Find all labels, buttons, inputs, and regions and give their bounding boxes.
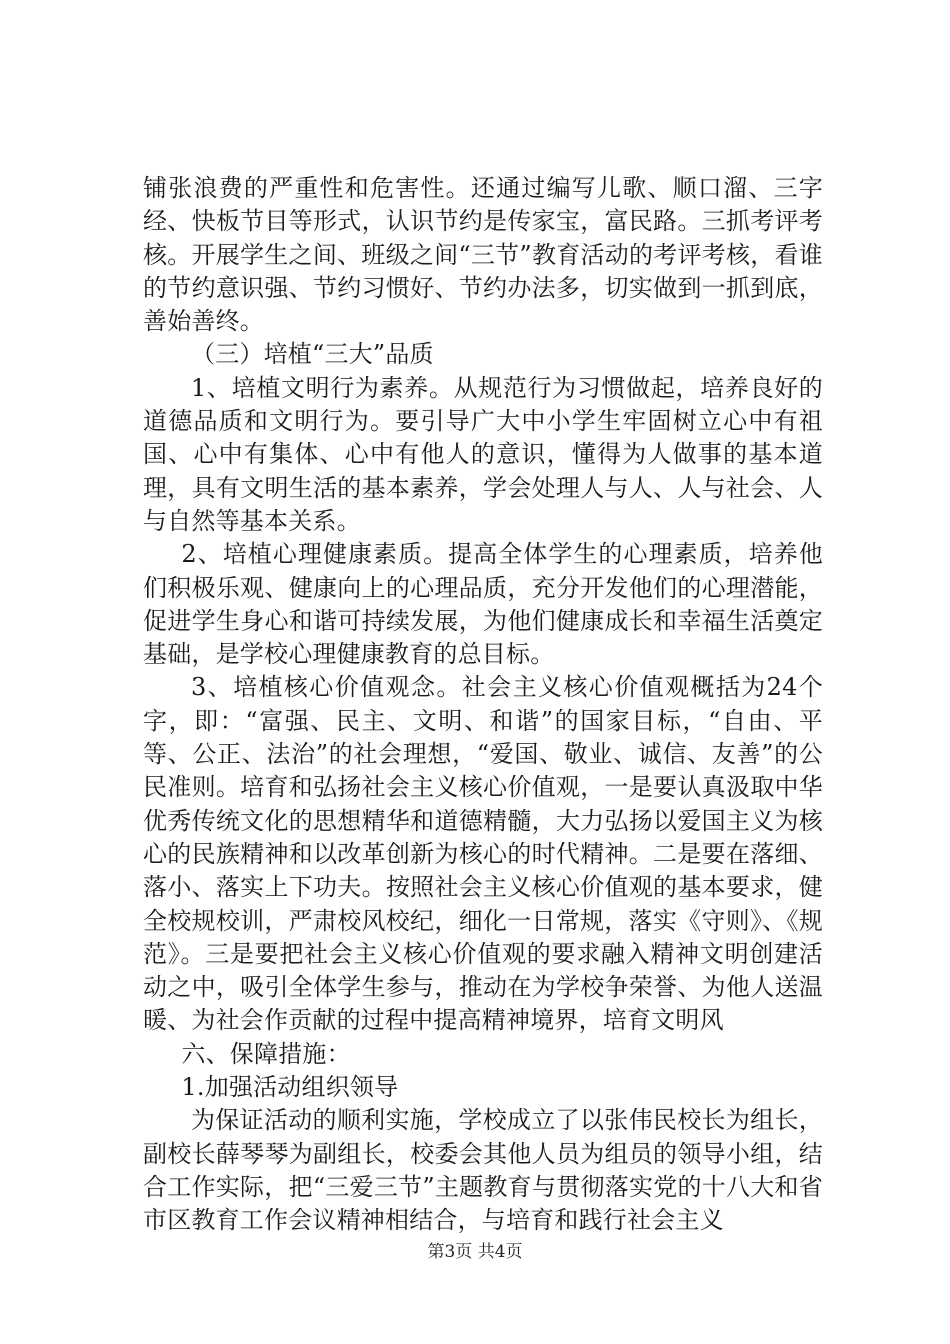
document-body	[143, 172, 823, 1238]
paragraph-continuation: 铺张浪费的严重性和危害性。还通过编写儿歌、顺口溜、三字经、快板节目等形式，认识节约是传家宝，富民路。三抓考评考核。开展学生之间、班级之间“三节”教育活动的考评考核，看谁的节约意识强、节约习惯好、节约办法多，切实做到一抓到底，善始善终。	[143, 174, 823, 336]
section-heading-three-qualities: （三）培植“三大”品质	[191, 340, 434, 369]
paragraph-leadership-group: 为保证活动的顺利实施，学校成立了以张伟民校长为组长，副校长薛琴琴为副组长，校委会其他人员为组员的领导小组，结合工作实际，把“三爱三节”主题教育与贯彻落实党的十八大和省市区教育工作会议精神相结合，与培育和践行社会主义	[143, 1106, 823, 1235]
paragraph-civilized-behavior: 1、培植文明行为素养。从规范行为习惯做起，培养良好的道德品质和文明行为。要引导广大中小学生牢固树立心中有祖国、心中有集体、心中有他人的意识，懂得为人做事的基本道理，具有文明生活的基本素养，学会处理人与人、人与社会、人与自然等基本关系。	[143, 373, 823, 535]
section-heading-safeguards: 六、保障措施：	[181, 1039, 351, 1068]
page-number-footer: 第3页 共4页	[427, 1242, 523, 1262]
paragraph-core-values: 3、培植核心价值观念。社会主义核心价值观概括为24个字，即：“富强、民主、文明、和谐”的国家目标，“自由、平等、公正、法治”的社会理想，“爱国、敬业、诚信、友善”的公民准则。培育和弘扬社会主义核心价值观，一是要认真汲取中华优秀传统文化的思想精华和道德精髓，大力弘扬以爱国主义为核心的民族精神和以改革创新为核心的时代精神。二是要在落细、落小、落实上下功夫。按照社会主义核心价值观的基本要求，健全校规校训，严肃校风校纪，细化一日常规，落实《守则》、《规范》。三是要把社会主义核心价值观的要求融入精神文明创建活动之中，吸引全体学生参与，推动在为学校争荣誉、为他人送温暖、为社会作贡献的过程中提高精神境界，培育文明风	[143, 673, 823, 1035]
paragraph-mental-health: 2、培植心理健康素质。提高全体学生的心理素质，培养他们积极乐观、健康向上的心理品质，充分开发他们的心理潜能，促进学生身心和谐可持续发展，为他们健康成长和幸福生活奠定基础，是学校心理健康教育的总目标。	[143, 540, 823, 669]
subheading-organization-leadership: 1.加强活动组织领导	[181, 1073, 399, 1102]
